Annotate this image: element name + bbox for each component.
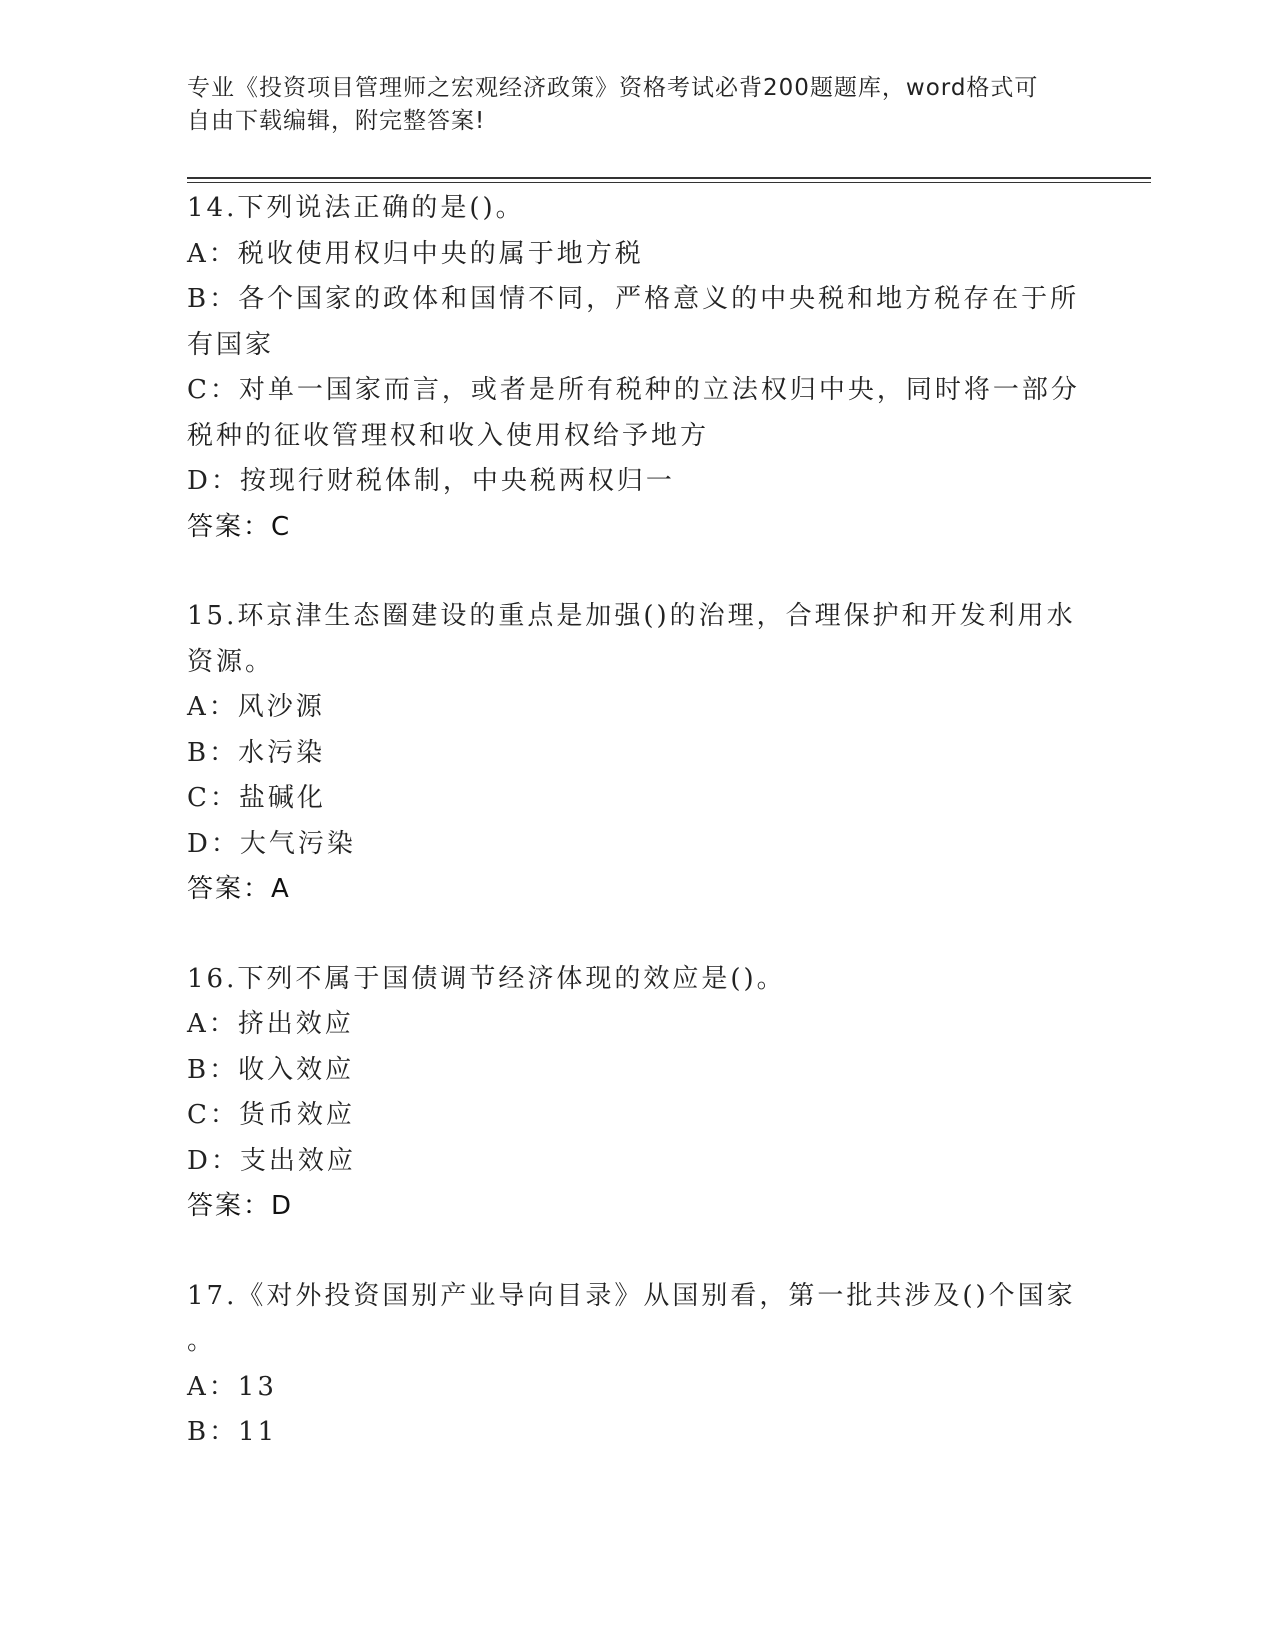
question-stem: 16.下列不属于国债调节经济体现的效应是()。 bbox=[187, 963, 786, 994]
option-c: C：对单一国家而言，或者是所有税种的立法权归中央，同时将一部分 bbox=[187, 375, 1080, 405]
question-15 bbox=[187, 594, 1087, 913]
header-line-1: 专业《投资项目管理师之宏观经济政策》资格考试必背200题题库，word格式可 bbox=[187, 75, 1039, 101]
answer-label: 答案：A bbox=[187, 874, 291, 904]
option-b: B：收入效应 bbox=[187, 1054, 355, 1085]
question-14 bbox=[187, 186, 1087, 550]
option-b: B：各个国家的政体和国情不同，严格意义的中央税和地方税存在于所 bbox=[187, 284, 1080, 314]
option-b-continued: 有国家 bbox=[187, 329, 275, 360]
question-17 bbox=[187, 1274, 1087, 1456]
question-stem: 17.《对外投资国别产业导向目录》从国别看，第一批共涉及()个国家 bbox=[187, 1280, 1076, 1311]
header-line-2: 自由下载编辑，附完整答案! bbox=[187, 108, 486, 134]
question-stem-continued: 。 bbox=[187, 1326, 217, 1356]
option-b: B：水污染 bbox=[187, 737, 326, 768]
answer-label: 答案：C bbox=[187, 511, 292, 542]
option-b: B：11 bbox=[187, 1417, 278, 1447]
option-c: C：盐碱化 bbox=[187, 783, 326, 813]
option-c: C：货币效应 bbox=[187, 1100, 355, 1130]
option-d: D：按现行财税体制，中央税两权归一 bbox=[187, 466, 675, 496]
question-stem: 14.下列说法正确的是()。 bbox=[187, 193, 525, 223]
option-d: D：大气污染 bbox=[187, 828, 356, 859]
option-a: A：税收使用权归中央的属于地方税 bbox=[187, 238, 644, 269]
option-a: A：13 bbox=[187, 1371, 277, 1402]
header-rule-thick bbox=[187, 177, 1151, 179]
question-stem-continued: 资源。 bbox=[187, 646, 275, 677]
question-list bbox=[187, 186, 1087, 1500]
header-rule-thin bbox=[187, 182, 1151, 183]
option-d: D：支出效应 bbox=[187, 1145, 356, 1176]
answer-label: 答案：D bbox=[187, 1191, 294, 1221]
document-header bbox=[187, 72, 1067, 138]
option-a: A：风沙源 bbox=[187, 692, 325, 722]
question-16 bbox=[187, 957, 1087, 1230]
option-c-continued: 税种的征收管理权和收入使用权给予地方 bbox=[187, 420, 710, 451]
question-stem: 15.环京津生态圈建设的重点是加强()的治理，合理保护和开发利用水 bbox=[187, 601, 1076, 631]
option-a: A：挤出效应 bbox=[187, 1009, 354, 1039]
